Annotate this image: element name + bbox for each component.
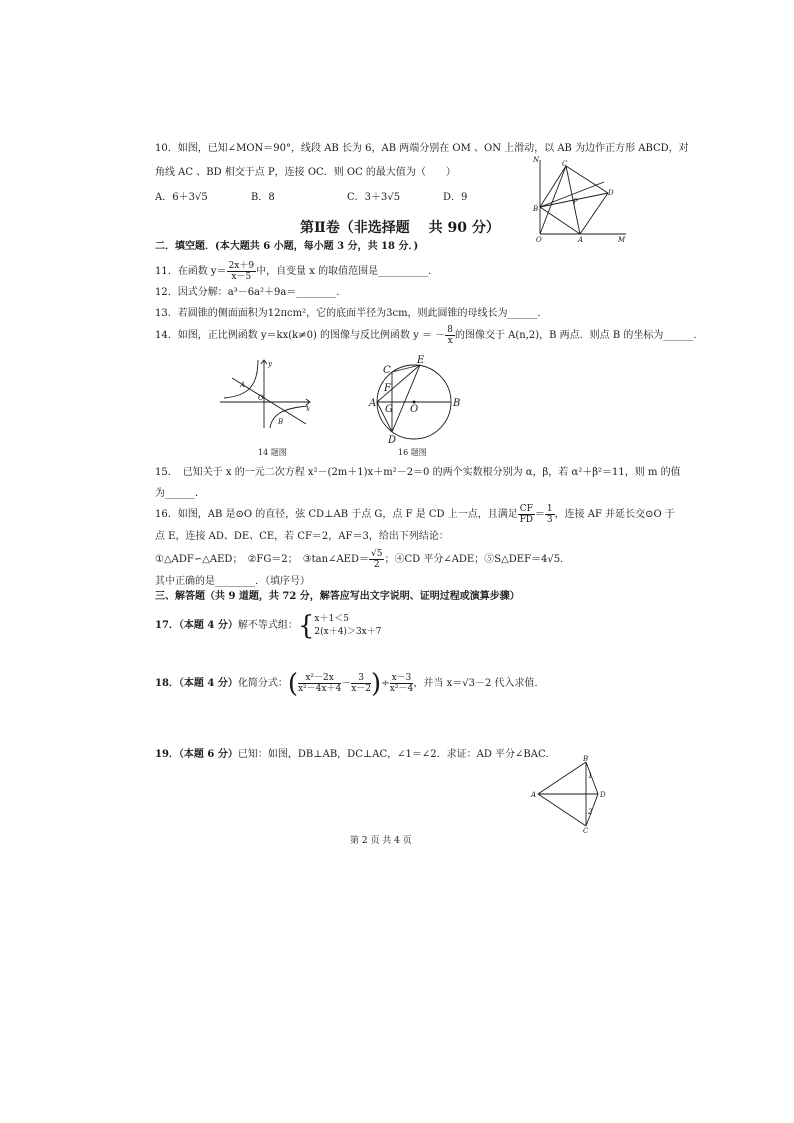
q15-line1: 15． 已知关于 x 的一元二次方程 x²－(2m＋1)x＋m²－2＝0 的两个实数根分别为 α，β，若 α²＋β²＝11，则 m 的值 bbox=[155, 467, 681, 478]
fig16-label-f: F bbox=[384, 383, 391, 394]
q19-label-c: C bbox=[583, 827, 589, 834]
label-n: N bbox=[533, 156, 540, 164]
q16-conclusions-a: ①△ADF∽△AED； ②FG＝2； ③tan∠AED＝ bbox=[155, 554, 369, 565]
label-a: A bbox=[578, 236, 584, 244]
fig14-label-x: x bbox=[306, 405, 310, 413]
fig14-label-y: y bbox=[268, 360, 272, 368]
q18-fraction-2-denominator: x－2 bbox=[351, 684, 372, 694]
q19-label-d: D bbox=[600, 791, 606, 799]
q16-conclusions-b: ；④CD 平分∠ADE；⑤S△DEF＝4√5． bbox=[384, 554, 571, 565]
q16-fraction-sqrt5-2 bbox=[369, 549, 384, 570]
fig14-label-a: A bbox=[240, 381, 246, 389]
fig16-label-d: D bbox=[388, 435, 397, 446]
q18-fraction-3 bbox=[390, 673, 414, 694]
q16-prefix: 16．如图，AB 是⊙O 的直径，弦 CD⊥AB 于点 G，点 F 是 CD 上一点，且满足 bbox=[155, 509, 518, 520]
q10-line1: 10．如图，已知∠MON＝90°，线段 AB 长为 6，AB 两端分别在 OM 、ON 上滑动，以 AB 为边作正方形 ABCD，对 bbox=[155, 143, 689, 154]
fig16-label-g: G bbox=[385, 404, 393, 415]
figure-16 bbox=[368, 352, 464, 446]
q19-figure bbox=[528, 754, 612, 834]
q18-divide: ÷ bbox=[381, 678, 390, 689]
q18 bbox=[155, 668, 544, 700]
q18-text: 化简分式： bbox=[237, 678, 288, 689]
q11-fraction bbox=[227, 261, 257, 282]
fig16-label-a: A bbox=[369, 398, 377, 409]
q19-label-a: A bbox=[531, 791, 537, 799]
q16-denominator-fd: FD bbox=[519, 515, 534, 525]
q19 bbox=[155, 748, 556, 762]
q18-label: 18．（本题 4 分） bbox=[155, 678, 238, 689]
figure-16-caption: 16 题图 bbox=[398, 448, 427, 457]
q16-suffix: ，连接 AF 并延长交⊙O 于 bbox=[554, 509, 675, 520]
fig16-label-b: B bbox=[453, 398, 461, 409]
q18-left-paren: ( bbox=[287, 668, 298, 699]
q11 bbox=[155, 260, 438, 284]
q14 bbox=[155, 324, 703, 348]
q16-denominator-3: 3 bbox=[546, 515, 553, 525]
q18-suffix: ，并当 x＝√3－2 代入求值． bbox=[413, 678, 545, 689]
fig16-label-o: O bbox=[410, 404, 419, 415]
q16-numerator-sqrt5: √5 bbox=[371, 549, 383, 559]
label-c: C bbox=[562, 160, 568, 168]
q16-line4: 其中正确的是________．（填序号） bbox=[155, 576, 310, 587]
label-d: D bbox=[608, 189, 614, 197]
fill-in-header: 二．填空题．(本大题共 6 小题，每小题 3 分，共 18 分．) bbox=[155, 241, 419, 252]
q16-line3 bbox=[155, 548, 570, 572]
q18-fraction-2-numerator: 3 bbox=[351, 673, 371, 684]
q14-denominator: x bbox=[447, 336, 453, 346]
q17 bbox=[155, 612, 381, 640]
q18-fraction-3-denominator: x²－4 bbox=[389, 684, 414, 694]
q17-text: 解不等式组： bbox=[237, 620, 298, 631]
page-footer: 第 2 页 共 4 页 bbox=[350, 836, 412, 846]
fig14-label-o: O bbox=[258, 394, 264, 402]
q10-option-b: B．8 bbox=[251, 192, 275, 203]
q10-option-a: A．6＋3√5 bbox=[155, 192, 208, 203]
q18-right-paren: ) bbox=[371, 668, 382, 699]
q11-suffix: 中，自变量 x 的取值范围是__________． bbox=[256, 266, 439, 277]
label-m: M bbox=[618, 236, 626, 244]
label-p: P bbox=[573, 198, 578, 206]
q14-prefix: 14．如图，正比例函数 y＝kx(k≠0) 的图像与反比例函数 y ＝ － bbox=[155, 330, 446, 341]
q10-option-d: D．9 bbox=[443, 192, 468, 203]
q19-label: 19．（本题 6 分） bbox=[155, 749, 238, 760]
q19-angle-2: 2 bbox=[588, 808, 593, 816]
figure-14-caption: 14 题图 bbox=[258, 448, 287, 457]
fig16-label-c: C bbox=[383, 365, 391, 376]
q11-denominator: x－5 bbox=[231, 272, 252, 282]
label-o: O bbox=[536, 236, 542, 244]
q16-line2: 点 E，连接 AD、DE、CE，若 CF＝2，AF＝3，给出下列结论： bbox=[155, 531, 449, 542]
label-b: B bbox=[533, 205, 539, 213]
q19-label-b: B bbox=[583, 755, 589, 763]
q17-inequality-1: x＋1＜5 bbox=[314, 613, 349, 624]
q14-suffix: 的图像交于 A(n,2)，B 两点．则点 B 的坐标为______． bbox=[454, 330, 704, 341]
q18-fraction-1-denominator: x²－4x＋4 bbox=[298, 684, 342, 694]
q17-inequality-2: 2(x＋4)＞3x＋7 bbox=[314, 626, 382, 637]
q16-fraction-one-third bbox=[545, 504, 555, 525]
q11-numerator: 2x＋9 bbox=[228, 261, 255, 271]
q16-denominator-2: 2 bbox=[373, 560, 380, 570]
q18-fraction-3-numerator: x－3 bbox=[391, 673, 412, 683]
q14-fraction bbox=[445, 325, 455, 346]
answer-section-header: 三、解答题（共 9 道题，共 72 分，解答应写出文字说明、证明过程或演算步骤） bbox=[155, 591, 520, 602]
q10-line2: 角线 AC 、BD 相交于点 P，连接 OC．则 OC 的最大值为（ ） bbox=[155, 167, 456, 178]
figure-14 bbox=[218, 356, 318, 432]
q10-figure bbox=[528, 154, 632, 244]
q17-label: 17．（本题 4 分） bbox=[155, 620, 238, 631]
q16-numerator-1: 1 bbox=[546, 504, 553, 514]
q19-angle-1: 1 bbox=[588, 772, 593, 780]
q16-fraction-cf-fd bbox=[518, 504, 535, 525]
q18-fraction-2 bbox=[351, 673, 371, 694]
section-2-title: 第Ⅱ卷（非选择题 共 90 分） bbox=[300, 220, 500, 236]
q12: 12．因式分解：a³－6a²＋9a＝________． bbox=[155, 287, 347, 298]
q11-prefix: 11．在函数 y＝ bbox=[155, 266, 227, 277]
q16-equals: ＝ bbox=[534, 509, 545, 520]
q13: 13．若圆锥的侧面面积为12πcm²，它的底面半径为3cm，则此圆锥的母线长为______． bbox=[155, 308, 548, 319]
fig16-label-e: E bbox=[417, 355, 425, 366]
q14-numerator: 8 bbox=[447, 325, 453, 335]
q18-fraction-1 bbox=[298, 673, 341, 694]
q19-text: 已知：如图，DB⊥AB，DC⊥AC，∠1＝∠2．求证：AD 平分∠BAC． bbox=[237, 749, 556, 760]
q17-system bbox=[314, 613, 381, 639]
q18-fraction-1-numerator: x²－2x bbox=[298, 673, 341, 684]
q18-minus: － bbox=[341, 678, 352, 689]
q16-numerator-cf: CF bbox=[519, 504, 533, 514]
fig14-label-b: B bbox=[278, 418, 284, 426]
q17-brace: { bbox=[297, 610, 315, 641]
q16-line1 bbox=[155, 503, 675, 527]
q15-line2: 为______． bbox=[155, 488, 205, 499]
q10-option-c: C．3＋3√5 bbox=[347, 192, 401, 203]
